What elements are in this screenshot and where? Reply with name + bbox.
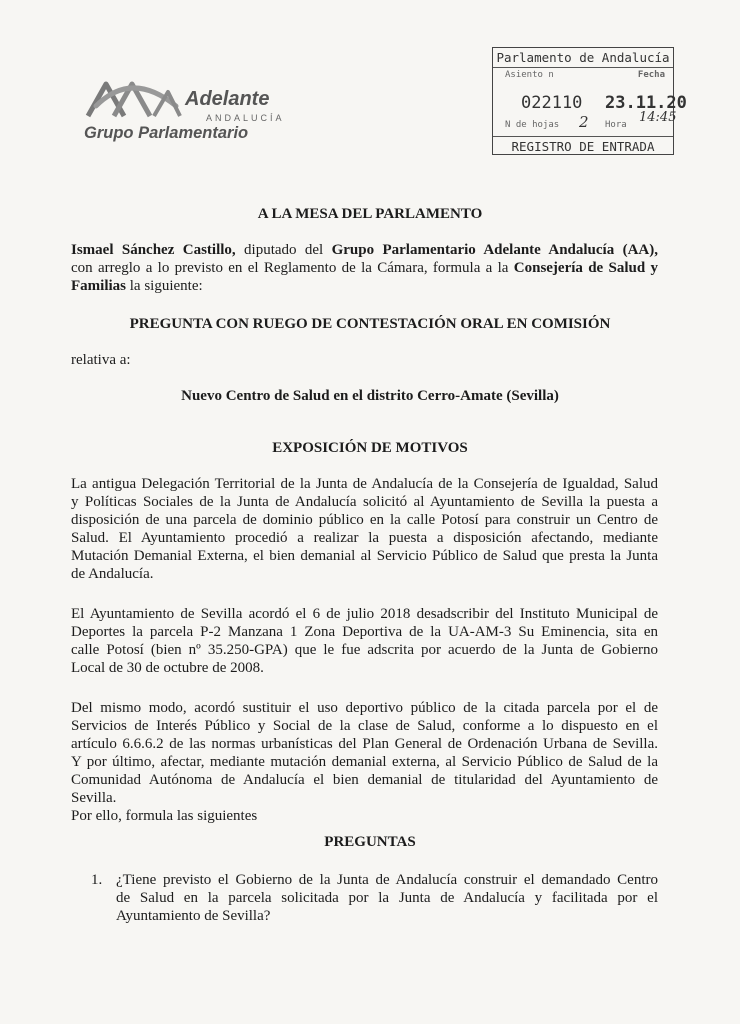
group-name: Grupo Parlamentario Adelante Andalucía (AA), [331, 242, 658, 258]
question-number: 1. [91, 872, 103, 888]
relativa-label: relativa a: [71, 352, 131, 368]
questions-heading: PREGUNTAS [324, 834, 416, 850]
paragraph-line: calle Potosí (bien nº 35.250-GPA) que le fue adscrita por acuerdo de la Junta de Gobierno [71, 642, 658, 658]
intro-line-2 [71, 259, 658, 277]
intro-text: diputado del [235, 242, 332, 258]
paragraph-line: disposición de una parcela de dominio público en la calle Potosí para construir un Centro de [71, 512, 658, 528]
adelante-logo-icon [84, 76, 184, 124]
logo-region: ANDALUCÍA [206, 113, 285, 123]
paragraph-line: de Andalucía. [71, 566, 154, 582]
stamp-label-hour: Hora [605, 120, 627, 130]
stamp-label-entry: Asiento n [505, 70, 554, 80]
party-logo [84, 74, 294, 154]
paragraph-line: y Políticas Sociales de la Junta de Andalucía solicitó al Ayuntamiento de Sevilla la puesta a [71, 494, 658, 510]
ministry-name: Consejería de Salud y [513, 260, 659, 276]
paragraph-line: Y por último, afectar, mediante mutación demanial externa, al Servicio Público de Salud de la [71, 754, 658, 770]
addressee-heading: A LA MESA DEL PARLAMENTO [257, 206, 483, 222]
intro-line-1 [71, 241, 658, 259]
logo-name: Adelante [185, 88, 270, 110]
stamp-title: Parlamento de Andalucía [493, 50, 673, 68]
ministry-name-cont: Familias [71, 278, 126, 294]
paragraph-line: Deportes la parcela P-2 Manzana 1 Zona Deportiva de la UA-AM-3 Su Eminencia, sita en [71, 624, 658, 640]
question-line: de Salud en la parcela solicitada por la Junta de Andalucía y facilitada por el [116, 890, 658, 906]
question-type-heading: PREGUNTA CON RUEGO DE CONTESTACIÓN ORAL EN COMISIÓN [129, 316, 611, 332]
paragraph-line: Sevilla. [71, 790, 117, 806]
stamp-date: 23.11.20 [605, 93, 687, 113]
question-line: Ayuntamiento de Sevilla? [116, 908, 271, 924]
motives-heading: EXPOSICIÓN DE MOTIVOS [272, 440, 468, 456]
stamp-hour: 14:45 [639, 110, 677, 125]
paragraph-line: Mutación Demanial Externa, el bien demanial al Servicio Público de Salud que presta la Junta [71, 548, 658, 564]
stamp-label-sheets: N de hojas [505, 120, 560, 130]
question-line: ¿Tiene previsto el Gobierno de la Junta de Andalucía construir el demandado Centro [116, 872, 658, 888]
paragraph-line: Local de 30 de octubre de 2008. [71, 660, 264, 676]
closing-line: Por ello, formula las siguientes [71, 808, 258, 824]
paragraph-line: Del mismo modo, acordó sustituir el uso deportivo público de la citada parcela por el de [71, 700, 658, 716]
registry-stamp [492, 47, 687, 155]
stamp-sheets: 2 [579, 113, 589, 131]
logo-group: Grupo Parlamentario [84, 124, 249, 142]
paragraph-line: artículo 6.6.6.2 de las normas urbanísticas del Plan General de Ordenación Urbana de Sevilla. [71, 736, 658, 752]
intro-text: con arreglo a lo previsto en el Reglamento de la Cámara, formula a la [71, 260, 514, 276]
subject-title: Nuevo Centro de Salud en el distrito Cerro-Amate (Sevilla) [181, 388, 559, 404]
intro-text: la siguiente: [126, 278, 203, 294]
stamp-label-date: Fecha [637, 70, 665, 80]
paragraph-line: Salud. El Ayuntamiento procedió a realizar la puesta a disposición afectando, mediante [71, 530, 658, 546]
deputy-name: Ismael Sánchez Castillo, [71, 242, 236, 258]
stamp-entry-number: 022110 [521, 93, 583, 113]
paragraph-line: Servicios de Interés Público y Social de la clase de Salud, conforme a lo dispuesto en el [71, 718, 658, 734]
paragraph-line: Comunidad Autónoma de Andalucía el bien demanial de titularidad del Ayuntamiento de [71, 772, 658, 788]
intro-line-3 [71, 277, 658, 295]
paragraph-line: El Ayuntamiento de Sevilla acordó el 6 de julio 2018 desadscribir del Instituto Municipal de [71, 606, 658, 622]
stamp-footer: REGISTRO DE ENTRADA [493, 136, 673, 154]
paragraph-line: La antigua Delegación Territorial de la Junta de Andalucía de la Consejería de Igualdad, Salud [71, 476, 658, 492]
